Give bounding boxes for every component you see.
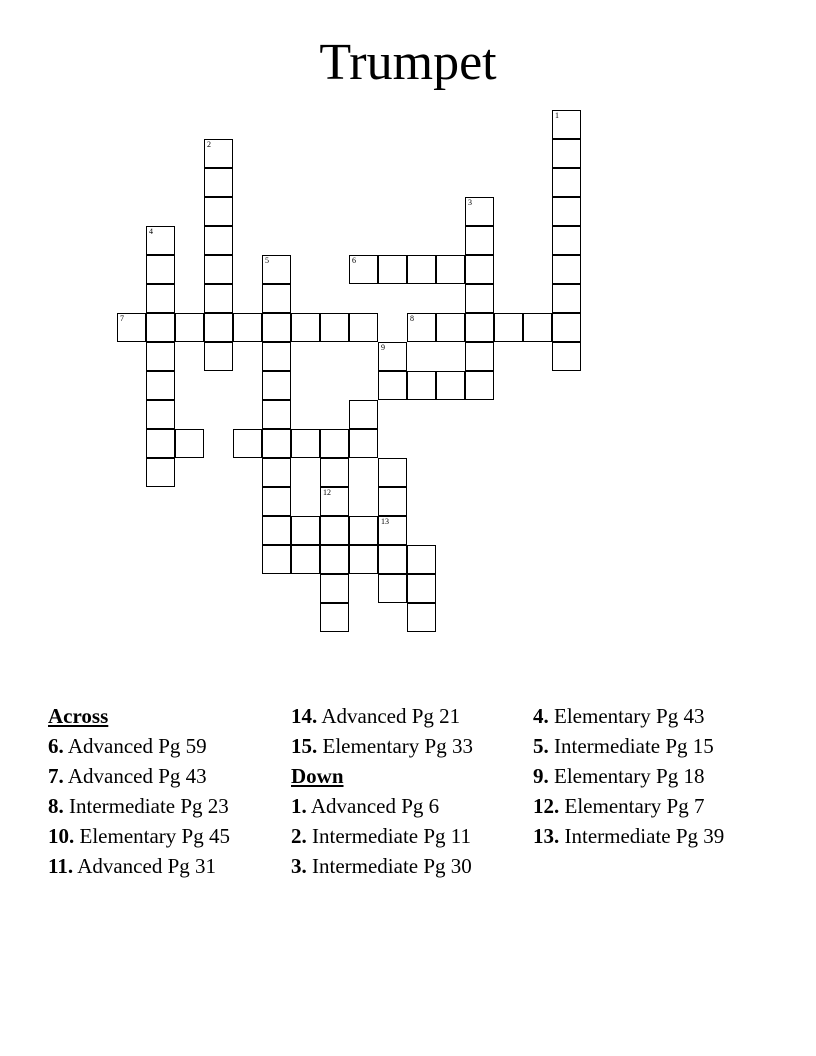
grid-cell[interactable] [465,226,494,255]
clue-number: 9 [381,343,385,352]
grid-cell[interactable] [349,313,378,342]
grid-cell[interactable] [204,168,233,197]
grid-cell[interactable] [465,197,494,226]
clue-across-8: 8. Intermediate Pg 23 [48,794,229,818]
grid-cell[interactable] [465,371,494,400]
grid-cell[interactable] [262,342,291,371]
grid-cell[interactable] [378,371,407,400]
grid-cell[interactable] [146,400,175,429]
grid-cell[interactable] [291,545,320,574]
grid-cell[interactable] [262,284,291,313]
grid-cell[interactable] [494,313,523,342]
grid-cell[interactable] [262,371,291,400]
clue-across-14: 14. Advanced Pg 21 [291,704,461,728]
clue-number: 2 [207,140,211,149]
grid-cell[interactable] [552,139,581,168]
grid-cell[interactable] [175,313,204,342]
clue-down-4: 4. Elementary Pg 43 [533,704,705,728]
grid-cell[interactable] [262,400,291,429]
grid-cell[interactable] [204,284,233,313]
grid-cell[interactable] [146,255,175,284]
grid-cell[interactable] [146,226,175,255]
grid-cell[interactable] [146,284,175,313]
grid-cell[interactable] [146,313,175,342]
grid-cell[interactable] [233,313,262,342]
grid-cell[interactable] [117,313,146,342]
grid-cell[interactable] [552,110,581,139]
grid-cell[interactable] [320,516,349,545]
grid-cell[interactable] [407,371,436,400]
grid-cell[interactable] [378,342,407,371]
grid-cell[interactable] [465,255,494,284]
grid-cell[interactable] [204,226,233,255]
grid-cell[interactable] [146,429,175,458]
clue-number: 1 [555,111,559,120]
grid-cell[interactable] [233,429,262,458]
grid-cell[interactable] [436,313,465,342]
grid-cell[interactable] [552,226,581,255]
clue-column-2 [291,704,521,884]
clue-across-6: 6. Advanced Pg 59 [48,734,207,758]
clue-column-1 [48,704,278,884]
clue-down-9: 9. Elementary Pg 18 [533,764,705,788]
grid-cell[interactable] [465,342,494,371]
grid-cell[interactable] [146,342,175,371]
clue-number: 13 [381,517,389,526]
grid-cell[interactable] [552,255,581,284]
grid-cell[interactable] [320,574,349,603]
grid-cell[interactable] [320,487,349,516]
grid-cell[interactable] [378,516,407,545]
grid-cell[interactable] [407,313,436,342]
grid-cell[interactable] [262,487,291,516]
grid-cell[interactable] [320,603,349,632]
clue-down-13: 13. Intermediate Pg 39 [533,824,725,848]
grid-cell[interactable] [175,429,204,458]
grid-cell[interactable] [465,313,494,342]
grid-cell[interactable] [349,516,378,545]
clue-across-7: 7. Advanced Pg 43 [48,764,207,788]
grid-cell[interactable] [291,313,320,342]
grid-cell[interactable] [349,400,378,429]
grid-cell[interactable] [291,429,320,458]
grid-cell[interactable] [146,458,175,487]
grid-cell[interactable] [552,284,581,313]
grid-cell[interactable] [523,313,552,342]
grid-cell[interactable] [349,429,378,458]
grid-cell[interactable] [320,458,349,487]
grid-cell[interactable] [204,197,233,226]
clue-column-3 [533,704,763,854]
grid-cell[interactable] [146,371,175,400]
clue-number: 6 [352,256,356,265]
clue-across-11: 11. Advanced Pg 31 [48,854,216,878]
grid-cell[interactable] [320,545,349,574]
grid-cell[interactable] [407,574,436,603]
clue-number: 12 [323,488,331,497]
grid-cell[interactable] [378,545,407,574]
grid-cell[interactable] [320,313,349,342]
grid-cell[interactable] [378,458,407,487]
grid-cell[interactable] [349,255,378,284]
grid-cell[interactable] [436,255,465,284]
grid-cell[interactable] [552,342,581,371]
grid-cell[interactable] [262,545,291,574]
grid-cell[interactable] [407,603,436,632]
grid-cell[interactable] [349,545,378,574]
grid-cell[interactable] [407,545,436,574]
grid-cell[interactable] [204,139,233,168]
clue-down-1: 1. Advanced Pg 6 [291,794,440,818]
clue-number: 7 [120,314,124,323]
across-heading: Across [48,704,109,728]
clue-number: 8 [410,314,414,323]
clue-number: 3 [468,198,472,207]
clue-number: 4 [149,227,153,236]
grid-cell[interactable] [436,371,465,400]
grid-cell[interactable] [378,487,407,516]
grid-cell[interactable] [291,516,320,545]
grid-cell[interactable] [262,458,291,487]
grid-cell[interactable] [204,255,233,284]
page-title: Trumpet [319,34,497,91]
clue-down-5: 5. Intermediate Pg 15 [533,734,714,758]
grid-cell[interactable] [320,429,349,458]
clue-number: 5 [265,256,269,265]
clue-down-12: 12. Elementary Pg 7 [533,794,705,818]
grid-cell[interactable] [204,313,233,342]
grid-cell[interactable] [378,255,407,284]
clue-across-15: 15. Elementary Pg 33 [291,734,473,758]
grid-cell[interactable] [262,313,291,342]
clue-down-2: 2. Intermediate Pg 11 [291,824,472,848]
grid-cell[interactable] [262,516,291,545]
grid-cell[interactable] [465,284,494,313]
grid-cell[interactable] [204,342,233,371]
grid-cell[interactable] [378,574,407,603]
grid-cell[interactable] [262,255,291,284]
grid-cell[interactable] [552,168,581,197]
clue-across-10: 10. Elementary Pg 45 [48,824,230,848]
grid-cell[interactable] [552,197,581,226]
clue-down-3: 3. Intermediate Pg 30 [291,854,472,878]
down-heading: Down [291,764,344,788]
grid-cell[interactable] [407,255,436,284]
grid-cell[interactable] [262,429,291,458]
grid-cell[interactable] [552,313,581,342]
